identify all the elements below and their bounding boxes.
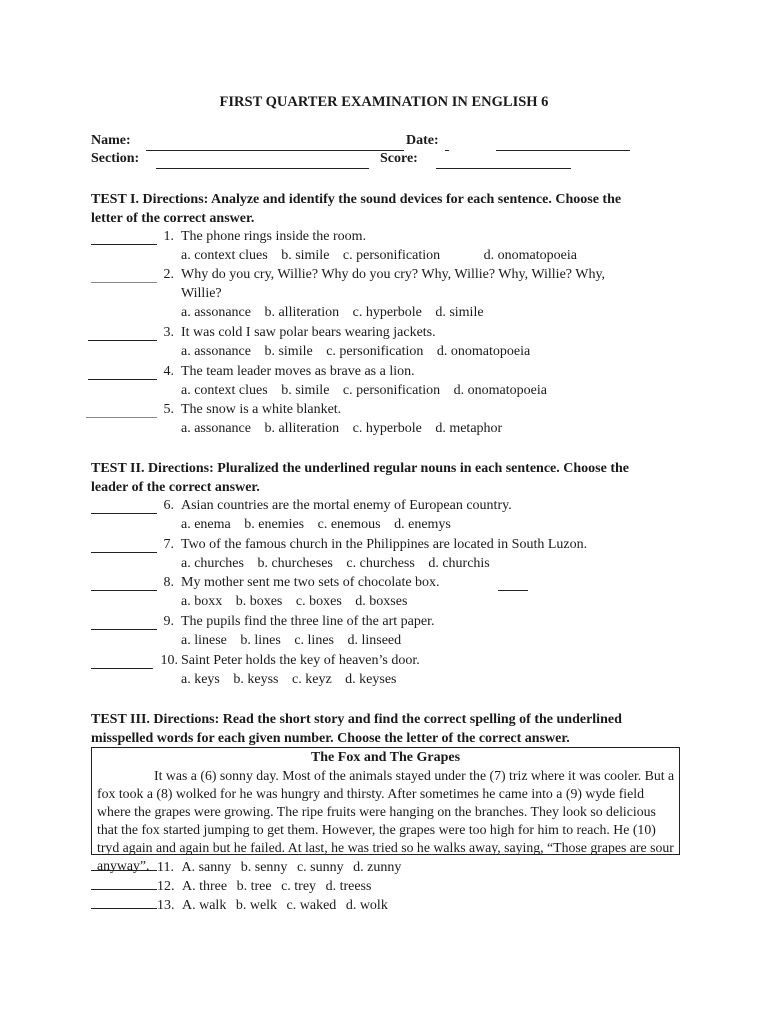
question-row-11 xyxy=(91,858,401,876)
option-a[interactable]: a. linese xyxy=(181,633,227,648)
option-d[interactable]: d. wolk xyxy=(345,898,388,913)
option-a[interactable]: a. churches xyxy=(181,556,244,571)
question-text: Asian countries are the mortal enemy of European country. xyxy=(181,498,512,513)
option-d[interactable]: d. churchis xyxy=(428,556,490,571)
test3-directions-line1: TEST III. Directions: Read the short story and find the correct spelling of the underlined xyxy=(91,712,622,727)
answer-blank-5[interactable] xyxy=(86,417,157,418)
option-b[interactable]: b. enemies xyxy=(244,517,305,532)
option-a[interactable]: A. walk xyxy=(182,898,227,913)
question-row-12 xyxy=(91,877,371,895)
option-d[interactable]: d. onomatopoeia xyxy=(453,383,547,398)
question-text: Saint Peter holds the key of heaven’s door. xyxy=(181,653,420,668)
answer-options xyxy=(181,248,587,264)
answer-blank-12[interactable] xyxy=(91,877,157,890)
option-c[interactable]: c. hyperbole xyxy=(352,421,422,436)
test2-directions-line2: leader of the correct answer. xyxy=(91,480,260,495)
story-title: The Fox and The Grapes xyxy=(310,750,461,765)
answer-blank-2[interactable] xyxy=(91,282,157,283)
answer-blank-13[interactable] xyxy=(91,896,157,909)
test1-directions-line1: TEST I. Directions: Analyze and identify the sound devices for each sentence. Choose the xyxy=(91,192,622,207)
question-text: The phone rings inside the room. xyxy=(181,229,367,244)
question-text: My mother sent me two sets of chocolate box. xyxy=(181,575,440,590)
test2-directions-line1: TEST II. Directions: Pluralized the underlined regular nouns in each sentence. Choose the xyxy=(91,461,629,476)
section-label: Section: xyxy=(91,151,140,166)
name-label: Name: xyxy=(91,133,131,148)
option-b[interactable]: b. boxes xyxy=(235,594,283,609)
option-c[interactable]: c. trey xyxy=(281,879,317,894)
answer-options xyxy=(181,672,407,688)
option-b[interactable]: b. tree xyxy=(236,879,272,894)
question-number: 12. xyxy=(157,879,175,894)
answer-options xyxy=(181,556,500,572)
answer-blank-1[interactable] xyxy=(91,244,157,245)
answer-options xyxy=(181,633,411,649)
story-text: It was a (6) sonny day. Most of the animals stayed under the (7) triz where it was cooler. But a fox took a (8) wolked for he was hungry and thirsty. After sometimes he came into a (9) wyde field where the grapes were growing. The ripe fruits were hanging on the branches. They look so delicious that the fox started jumping to get them. However, the grapes were too high for him to reach. He (10) tryd again and again but he failed. At last, he was tried so he walks away, saying, “Those grapes are sour anyway”. xyxy=(97,768,675,873)
option-a[interactable]: a. assonance xyxy=(181,305,251,320)
answer-options xyxy=(181,594,417,610)
question-text-continued: Willie? xyxy=(181,286,222,301)
question-text: The snow is a white blanket. xyxy=(181,402,342,417)
question-number: 8. xyxy=(163,575,174,590)
test1-directions-line2: letter of the correct answer. xyxy=(91,211,255,226)
answer-blank-9[interactable] xyxy=(91,629,157,630)
answer-blank-11[interactable] xyxy=(91,858,157,871)
option-c[interactable]: c. personification xyxy=(342,248,441,263)
question-number: 11. xyxy=(157,860,174,875)
option-a[interactable]: a. context clues xyxy=(181,383,268,398)
option-c[interactable]: c. lines xyxy=(294,633,334,648)
date-label: Date: xyxy=(406,133,439,148)
option-b[interactable]: b. alliteration xyxy=(264,421,340,436)
option-a[interactable]: a. assonance xyxy=(181,421,251,436)
option-c[interactable]: c. personification xyxy=(326,344,424,359)
option-b[interactable]: b. simile xyxy=(264,344,313,359)
question-number: 5. xyxy=(163,402,174,417)
answer-blank-7[interactable] xyxy=(91,552,157,553)
option-b[interactable]: b. churcheses xyxy=(257,556,333,571)
option-d[interactable]: d. onomatopoeia xyxy=(483,248,577,263)
option-d[interactable]: d. boxses xyxy=(355,594,408,609)
name-field[interactable] xyxy=(146,150,404,151)
question-number: 13. xyxy=(157,898,175,913)
question-text: The team leader moves as brave as a lion. xyxy=(181,364,415,379)
option-a[interactable]: A. sanny xyxy=(181,860,232,875)
answer-blank-3[interactable] xyxy=(88,340,157,341)
option-a[interactable]: a. enema xyxy=(181,517,231,532)
option-c[interactable]: c. churchess xyxy=(346,556,415,571)
date-field-stub xyxy=(445,150,449,151)
question-number: 2. xyxy=(163,267,174,282)
question-number: 7. xyxy=(163,537,174,552)
section-field[interactable] xyxy=(156,168,369,169)
question-number: 4. xyxy=(163,364,174,379)
question-row-13 xyxy=(91,896,388,914)
page-title: FIRST QUARTER EXAMINATION IN ENGLISH 6 xyxy=(219,94,549,110)
test3-directions xyxy=(91,710,681,748)
option-b[interactable]: b. alliteration xyxy=(264,305,340,320)
question-number: 3. xyxy=(163,325,174,340)
question-number: 10. xyxy=(160,653,178,668)
answer-blank-4[interactable] xyxy=(88,379,157,380)
option-c[interactable]: c. keyz xyxy=(292,672,332,687)
option-a[interactable]: a. keys xyxy=(181,672,220,687)
test3-directions-line2: misspelled words for each given number. Choose the letter of the correct answer. xyxy=(91,731,570,746)
question-text: It was cold I saw polar bears wearing jackets. xyxy=(181,325,436,340)
stray-underline xyxy=(498,590,528,591)
answer-blank-6[interactable] xyxy=(91,513,157,514)
option-d[interactable]: d. treess xyxy=(325,879,372,894)
score-label: Score: xyxy=(380,151,418,166)
option-c[interactable]: c. personification xyxy=(342,383,441,398)
option-c[interactable]: c. sunny xyxy=(296,860,344,875)
option-b[interactable]: b. simile xyxy=(281,248,330,263)
answer-options xyxy=(181,305,494,321)
option-d[interactable]: d. keyses xyxy=(345,672,397,687)
option-d[interactable]: d. linseed xyxy=(347,633,402,648)
option-d[interactable]: d. zunny xyxy=(353,860,402,875)
option-d[interactable]: d. enemys xyxy=(394,517,451,532)
score-field[interactable] xyxy=(436,168,571,169)
option-a[interactable]: a. boxx xyxy=(181,594,223,609)
option-b[interactable]: b. simile xyxy=(281,383,330,398)
question-text: Why do you cry, Willie? Why do you cry? Why, Willie? Why, Willie? Why, xyxy=(181,267,606,282)
option-b[interactable]: b. welk xyxy=(235,898,278,913)
answer-options xyxy=(181,517,461,533)
question-text: The pupils find the three line of the art paper. xyxy=(181,614,435,629)
option-a[interactable]: a. context clues xyxy=(181,248,268,263)
option-a[interactable]: a. assonance xyxy=(181,344,251,359)
answer-blank-8[interactable] xyxy=(91,590,157,591)
test1-directions xyxy=(91,190,681,228)
option-d[interactable]: d. onomatopoeia xyxy=(436,344,531,359)
question-number: 1. xyxy=(163,229,174,244)
question-number: 9. xyxy=(163,614,174,629)
option-b[interactable]: b. lines xyxy=(240,633,281,648)
answer-options xyxy=(181,383,557,399)
option-c[interactable]: c. enemous xyxy=(317,517,381,532)
option-a[interactable]: A. three xyxy=(182,879,228,894)
answer-blank-10[interactable] xyxy=(91,668,153,669)
answer-options xyxy=(181,344,540,360)
test2-directions xyxy=(91,459,681,497)
answer-options xyxy=(181,421,512,437)
option-b[interactable]: b. senny xyxy=(240,860,288,875)
option-d[interactable]: d. simile xyxy=(435,305,484,320)
option-b[interactable]: b. keyss xyxy=(233,672,279,687)
option-c[interactable]: c. waked xyxy=(286,898,337,913)
option-d[interactable]: d. metaphor xyxy=(435,421,503,436)
question-number: 6. xyxy=(163,498,174,513)
date-field[interactable] xyxy=(496,150,630,151)
option-c[interactable]: c. boxes xyxy=(295,594,342,609)
option-c[interactable]: c. hyperbole xyxy=(352,305,422,320)
question-text: Two of the famous church in the Philippines are located in South Luzon. xyxy=(181,537,588,552)
